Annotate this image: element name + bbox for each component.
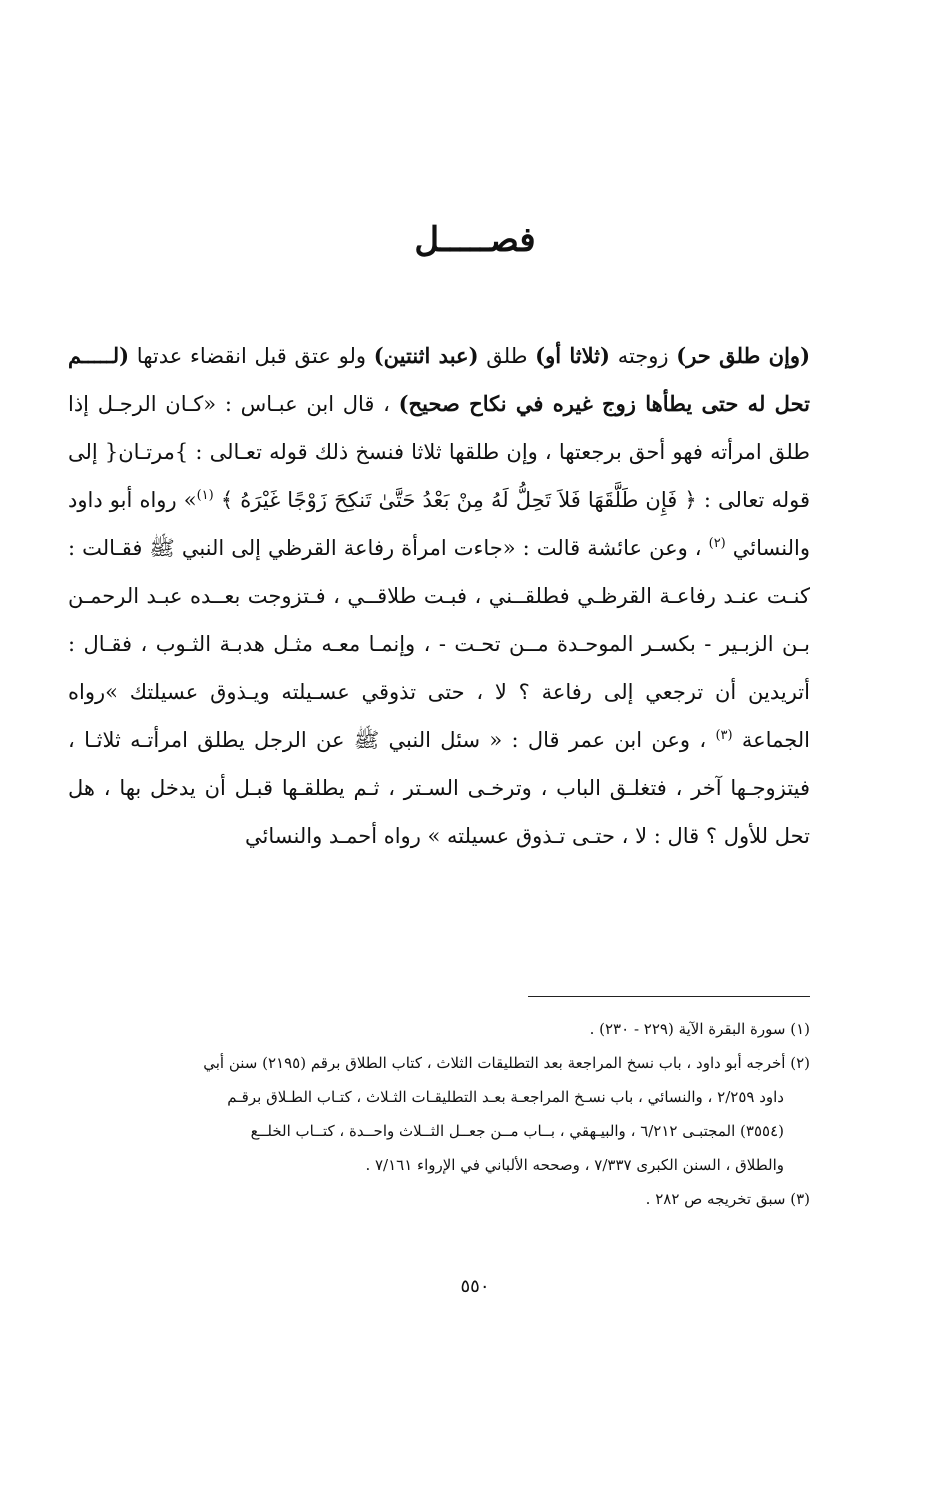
footnote-ref-1: (١) [196, 488, 214, 503]
body-text-span: ، وعن ابن عمر قال : « سئل النبي ﷺ عن الرجل يطلق امرأتـه ثلاثـا ، فيتزوجـها آخر ، فتغلـق الباب ، وترخـى السـتر ، ثـم يطلقـها قبـل أن يدخل بها ، هل تحل للأول ؟ قال : لا ، حتـى تـذوق عسيلته » رواه أحمـد والنسائي [68, 728, 810, 848]
footnote-1: (١) سورة البقرة الآية (٢٢٩ - ٢٣٠) . [589, 1020, 810, 1038]
bold-text: (عبد اثنتين) [373, 343, 479, 368]
footnote-2-line-4: والطلاق ، السنن الكبرى ٧/٣٣٧ ، وصححه الألباني في الإرواء ٧/١٦١ . [365, 1156, 784, 1174]
footnote-ref-2: (٢) [708, 536, 726, 551]
footnotes [68, 1012, 810, 1216]
footnote-2-line-2: داود ٢/٢٥٩ ، والنسائي ، باب نسـخ المراجعـة بعـد التطليقـات الثـلاث ، كتـاب الطـلاق برقـم [227, 1088, 784, 1106]
footnote-ref-3: (٣) [715, 728, 733, 743]
body-text-span: زوجته [609, 344, 677, 368]
body-text-span: طلق [478, 344, 536, 368]
body-text-span: » رواه أبو داود والنسائي [68, 488, 810, 560]
footnote-3: (٣) سبق تخريجه ص ٢٨٢ . [645, 1190, 810, 1208]
footnote-2-line-3: (٣٥٥٤) المجتبـى ٦/٢١٢ ، والبيـهقي ، بــاب مــن جعــل الثــلاث واحــدة ، كتــاب الخلــع [250, 1122, 784, 1140]
bold-text: (لـــــم تحل له حتى يطأها زوج غيره في نكاح صحيح) [68, 343, 810, 416]
bold-text: (ثلاثا أو) [535, 343, 610, 368]
body-text-span: ، قال ابن عبـاس : «كـان الرجـل إذا طلق امرأته فهو أحق برجعتها ، وإن طلقها ثلاثا فنسخ ذلك قوله تعـالى : }مرتـان{ إلى قوله تعالى : ﴿ فَإِن طَلَّقَهَا فَلاَ تَحِلُّ لَهُ مِنْ بَعْدُ حَتَّىٰ تَنكِحَ زَوْجًا غَيْرَهُ ﴾ [68, 392, 810, 512]
body-paragraph [68, 332, 810, 860]
page-number: ٥٥٠ [460, 1276, 490, 1297]
body-text-span: ، وعن عائشة قالت : «جاءت امرأة رفاعة القرظي إلى النبي ﷺ فقـالت : كنـت عنـد رفاعـة القرظـي فطلقــني ، فبـت طلاقــي ، فـتزوجت بعــده عبـد الرحمـن بـن الزبـير - بكسـر الموحـدة مــن تحـت - ، وإنمـا معـه مثـل هدبـة الثـوب ، فقـال : أتريدين أن ترجعي إلى رفاعة ؟ لا ، حتى تذوقي عسـيلته ويـذوق عسيلتك »رواه الجماعة [68, 536, 810, 752]
footnote-2-line-1: (٢) أخرجه أبو داود ، باب نسخ المراجعة بعد التطليقات الثلاث ، كتاب الطلاق برقم (٢١٩٥) سنن أبي [203, 1054, 810, 1072]
bold-text: (وإن طلق حر) [676, 343, 811, 368]
footnote-divider [528, 996, 810, 997]
body-text-span: ولو عتق قبل انقضاء عدتها [129, 344, 374, 368]
section-heading: فصـــــل [414, 220, 536, 260]
